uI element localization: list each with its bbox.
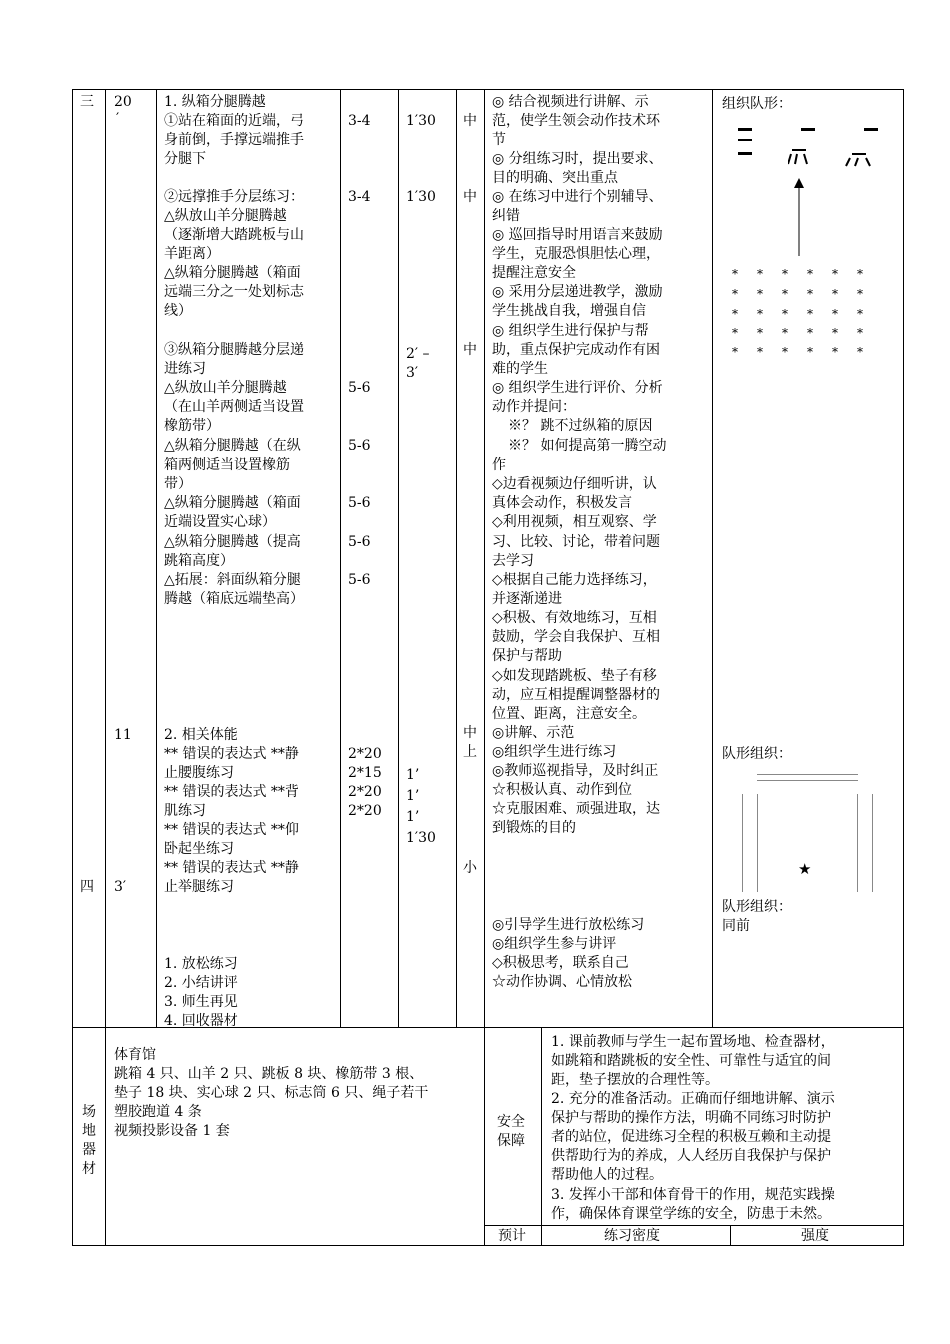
student-marker: * xyxy=(757,326,763,340)
method-line: 并逐渐递进 xyxy=(492,591,562,607)
equipment-line: 塑胶跑道 4 条 xyxy=(114,1104,202,1120)
student-marker: * xyxy=(732,267,738,281)
method-line: 纠错 xyxy=(492,208,520,224)
student-marker: * xyxy=(807,267,813,281)
content-line: ②远撑推手分层练习： xyxy=(164,189,304,205)
content-line: 跳箱高度） xyxy=(164,553,234,569)
content-line: △拓展：斜面纵箱分腿 xyxy=(164,572,301,588)
intensity-value: 中 xyxy=(463,342,477,358)
student-marker: * xyxy=(757,345,763,359)
venue-label: 器 xyxy=(82,1142,96,1158)
student-marker: * xyxy=(782,326,788,340)
safety-line: 如跳箱和踏跳板的安全性、可靠性与适宜的间 xyxy=(551,1053,831,1069)
vault-box-icon xyxy=(864,128,878,131)
method-line: 助，重点保护完成动作有困 xyxy=(492,342,660,358)
student-marker: * xyxy=(832,267,838,281)
student-marker: * xyxy=(832,287,838,301)
venue-label: 场 xyxy=(82,1104,96,1120)
student-marker: * xyxy=(782,287,788,301)
method-line: ◎讲解、示范 xyxy=(492,725,575,741)
teacher-star-icon: ★ xyxy=(798,860,812,878)
method-line: 位置、距离，注意安全。 xyxy=(492,706,646,722)
content-line: 线） xyxy=(164,303,192,319)
student-marker: * xyxy=(857,307,863,321)
method-line: 到锻炼的目的 xyxy=(492,820,576,836)
method-line: 真体会动作，积极发言 xyxy=(492,495,632,511)
method-line: 提醒注意安全 xyxy=(492,265,576,281)
count-value: 3-4 xyxy=(348,189,371,205)
content-line: 1. 纵箱分腿腾越 xyxy=(164,94,266,110)
part-label-three: 三 xyxy=(80,94,94,110)
count-value: 5-6 xyxy=(348,572,371,588)
count-value: 5-6 xyxy=(348,438,371,454)
method-line: ◎教师巡视指导，及时纠正 xyxy=(492,763,659,779)
content-line: △纵放山羊分腿腾越 xyxy=(164,208,287,224)
student-marker: * xyxy=(757,287,763,301)
method-line: 保护与帮助 xyxy=(492,648,562,664)
method-line: ◇利用视频，相互观察、学 xyxy=(492,514,657,530)
student-marker: * xyxy=(857,345,863,359)
safety-label: 安全 xyxy=(497,1114,525,1130)
safety-label: 保障 xyxy=(497,1133,525,1149)
duration-value: 1’ xyxy=(406,788,420,804)
content-line: 分腿下 xyxy=(164,151,206,167)
method-line: 动，应互相提醒调整器材的 xyxy=(492,687,660,703)
formation-label: 组织队形： xyxy=(722,96,792,112)
student-marker: * xyxy=(807,287,813,301)
intensity-value: 中 xyxy=(463,113,477,129)
method-line: ◇如发现踏跳板、垫子有移 xyxy=(492,668,657,684)
content-line: 箱两侧适当设置橡筋 xyxy=(164,457,290,473)
method-line: ◎ 在练习中进行个别辅导、 xyxy=(492,189,663,205)
formation-note: 同前 xyxy=(722,918,750,934)
student-marker: * xyxy=(857,326,863,340)
formation-label: 队形组织： xyxy=(722,746,792,762)
content-line: 止腰腹练习 xyxy=(164,765,234,781)
time-value: 20 xyxy=(114,94,132,110)
student-marker: * xyxy=(732,307,738,321)
duration-value: 1′30 xyxy=(406,189,436,205)
intensity-value: 中 xyxy=(463,725,477,741)
safety-line: 3. 发挥小干部和体育骨干的作用，规范实践操 xyxy=(551,1187,835,1203)
method-line: 节 xyxy=(492,132,506,148)
content-line: ** 错误的表达式 **仰 xyxy=(164,822,299,838)
count-value: 5-6 xyxy=(348,495,371,511)
student-marker: * xyxy=(857,267,863,281)
springboard-icon xyxy=(788,146,878,168)
content-line: 1. 放松练习 xyxy=(164,956,238,972)
method-line: 动作并提问： xyxy=(492,399,576,415)
content-line: ③纵箱分腿腾越分层递 xyxy=(164,342,304,358)
direction-arrow-icon xyxy=(792,176,806,256)
content-line: ** 错误的表达式 **背 xyxy=(164,784,299,800)
safety-line: 2. 充分的准备活动。正确而仔细地讲解、演示 xyxy=(551,1091,835,1107)
safety-line: 帮助他人的过程。 xyxy=(551,1167,663,1183)
content-line: 4. 回收器材 xyxy=(164,1013,238,1029)
method-line: ◎ 巡回指导时用语言来鼓励 xyxy=(492,227,663,243)
content-line: 止举腿练习 xyxy=(164,879,234,895)
time-value: 3′ xyxy=(114,879,127,895)
safety-line: 1. 课前教师与学生一起布置场地、检查器材， xyxy=(551,1034,835,1050)
count-value: 5-6 xyxy=(348,380,371,396)
method-line: ☆积极认真、动作到位 xyxy=(492,782,632,798)
content-line: ** 错误的表达式 **静 xyxy=(164,746,299,762)
duration-value: 1’ xyxy=(406,809,420,825)
vault-box-icon xyxy=(738,152,752,155)
content-line: △纵箱分腿腾越（箱面 xyxy=(164,495,301,511)
content-line: 3. 师生再见 xyxy=(164,994,238,1010)
count-value: 2*20 xyxy=(348,803,382,819)
method-line: 习、比较、讨论，带着问题 xyxy=(492,534,660,550)
method-line: 范，使学生领会动作技术环 xyxy=(492,113,660,129)
time-mark: ′ xyxy=(116,111,120,127)
method-line: 去学习 xyxy=(492,553,534,569)
content-line: 远端三分之一处划标志 xyxy=(164,284,304,300)
student-marker: * xyxy=(832,326,838,340)
content-line: 2. 相关体能 xyxy=(164,727,238,743)
content-line: （逐渐增大踏跳板与山 xyxy=(164,227,304,243)
content-line: 带） xyxy=(164,476,192,492)
method-line: ◎ 组织学生进行评价、分析 xyxy=(492,380,663,396)
student-marker: * xyxy=(732,326,738,340)
method-line: 作 xyxy=(492,457,506,473)
strength-label: 强度 xyxy=(801,1228,829,1244)
student-marker: * xyxy=(807,307,813,321)
method-line: ※？ 如何提高第一腾空动 xyxy=(508,438,667,454)
method-line: ◎ 结合视频进行讲解、示 xyxy=(492,94,649,110)
venue-label: 材 xyxy=(82,1161,96,1177)
student-marker: * xyxy=(782,307,788,321)
count-value: 2*15 xyxy=(348,765,382,781)
method-line: ◇根据自己能力选择练习， xyxy=(492,572,657,588)
vault-box-icon xyxy=(801,128,815,131)
content-line: 身前倒，手撑远端推手 xyxy=(164,132,304,148)
vault-box-icon xyxy=(738,139,752,141)
method-line: 目的明确、突出重点 xyxy=(492,170,618,186)
method-line: ◇积极思考，联系自己 xyxy=(492,955,629,971)
content-line: 橡筋带） xyxy=(164,418,220,434)
count-value: 2*20 xyxy=(348,784,382,800)
safety-line: 作，确保体育课堂学练的安全，防患于未然。 xyxy=(551,1206,831,1222)
count-value: 3-4 xyxy=(348,113,371,129)
method-line: ◎引导学生进行放松练习 xyxy=(492,917,645,933)
content-line: △纵箱分腿腾越（提高 xyxy=(164,534,301,550)
content-line: ①站在箱面的近端，弓 xyxy=(164,113,304,129)
method-line: ◇边看视频边仔细听讲，认 xyxy=(492,476,657,492)
method-line: 难的学生 xyxy=(492,361,548,377)
equipment-line: 跳箱 4 只、山羊 2 只、跳板 8 块、橡筋带 3 根、 xyxy=(114,1066,424,1082)
duration-value: 2′ – xyxy=(406,346,430,362)
vault-box-icon xyxy=(738,128,752,131)
student-marker: * xyxy=(832,345,838,359)
formation-label: 队形组织： xyxy=(722,899,792,915)
student-marker: * xyxy=(782,345,788,359)
count-value: 5-6 xyxy=(348,534,371,550)
student-marker: * xyxy=(757,307,763,321)
method-line: ◎ 组织学生进行保护与帮 xyxy=(492,323,649,339)
method-line: ◎ 分组练习时，提出要求、 xyxy=(492,151,663,167)
content-line: ** 错误的表达式 **静 xyxy=(164,860,299,876)
method-line: ☆动作协调、心情放松 xyxy=(492,974,632,990)
content-line: 腾越（箱底远端垫高） xyxy=(164,591,304,607)
content-line: △纵箱分腿腾越（在纵 xyxy=(164,438,301,454)
content-line: 卧起坐练习 xyxy=(164,841,234,857)
student-marker: * xyxy=(757,267,763,281)
density-label: 练习密度 xyxy=(604,1228,660,1244)
intensity-value: 中 xyxy=(463,189,477,205)
duration-value: 3′ xyxy=(406,365,419,381)
venue-label: 地 xyxy=(82,1123,96,1139)
method-line: ☆克服困难、顽强进取，达 xyxy=(492,801,660,817)
content-line: △纵箱分腿腾越（箱面 xyxy=(164,265,301,281)
method-line: ◎ 采用分层递进教学，激励 xyxy=(492,284,663,300)
intensity-value: 上 xyxy=(463,744,477,760)
student-marker: * xyxy=(732,345,738,359)
student-marker: * xyxy=(782,267,788,281)
content-line: △纵放山羊分腿腾越 xyxy=(164,380,287,396)
content-line: 2. 小结讲评 xyxy=(164,975,238,991)
student-marker: * xyxy=(807,345,813,359)
equipment-line: 视频投影设备 1 套 xyxy=(114,1123,230,1139)
estimate-label: 预计 xyxy=(498,1228,526,1244)
method-line: ※？ 跳不过纵箱的原因 xyxy=(508,418,653,434)
method-line: 鼓励，学会自我保护、互相 xyxy=(492,629,660,645)
student-marker: * xyxy=(732,287,738,301)
content-line: 进练习 xyxy=(164,361,206,377)
safety-line: 者的站位，促进练习全程的积极互赖和主动提 xyxy=(551,1129,831,1145)
content-line: 羊距离） xyxy=(164,246,220,262)
method-line: ◇积极、有效地练习，互相 xyxy=(492,610,657,626)
part-label-four: 四 xyxy=(80,879,94,895)
duration-value: 1′30 xyxy=(406,113,436,129)
duration-value: 1’ xyxy=(406,767,420,783)
safety-line: 距，垫子摆放的合理性等。 xyxy=(551,1072,719,1088)
count-value: 2*20 xyxy=(348,746,382,762)
method-line: 学生挑战自我，增强自信 xyxy=(492,303,646,319)
student-marker: * xyxy=(857,287,863,301)
method-line: ◎组织学生参与讲评 xyxy=(492,936,617,952)
equipment-line: 体育馆 xyxy=(114,1047,156,1063)
time-value: 11 xyxy=(114,727,132,743)
method-line: 学生，克服恐惧胆怯心理， xyxy=(492,246,660,262)
student-marker: * xyxy=(807,326,813,340)
content-line: 近端设置实心球） xyxy=(164,514,276,530)
content-line: （在山羊两侧适当设置 xyxy=(164,399,304,415)
method-line: ◎组织学生进行练习 xyxy=(492,744,617,760)
equipment-line: 垫子 18 块、实心球 2 只、标志筒 6 只、绳子若干 xyxy=(114,1085,429,1101)
content-line: 肌练习 xyxy=(164,803,206,819)
duration-value: 1′30 xyxy=(406,830,436,846)
student-marker: * xyxy=(832,307,838,321)
safety-line: 供帮助行为的养成，人人经历自我保护与保护 xyxy=(551,1148,831,1164)
safety-line: 保护与帮助的操作方法，明确不同练习时防护 xyxy=(551,1110,831,1126)
intensity-value: 小 xyxy=(463,860,477,876)
